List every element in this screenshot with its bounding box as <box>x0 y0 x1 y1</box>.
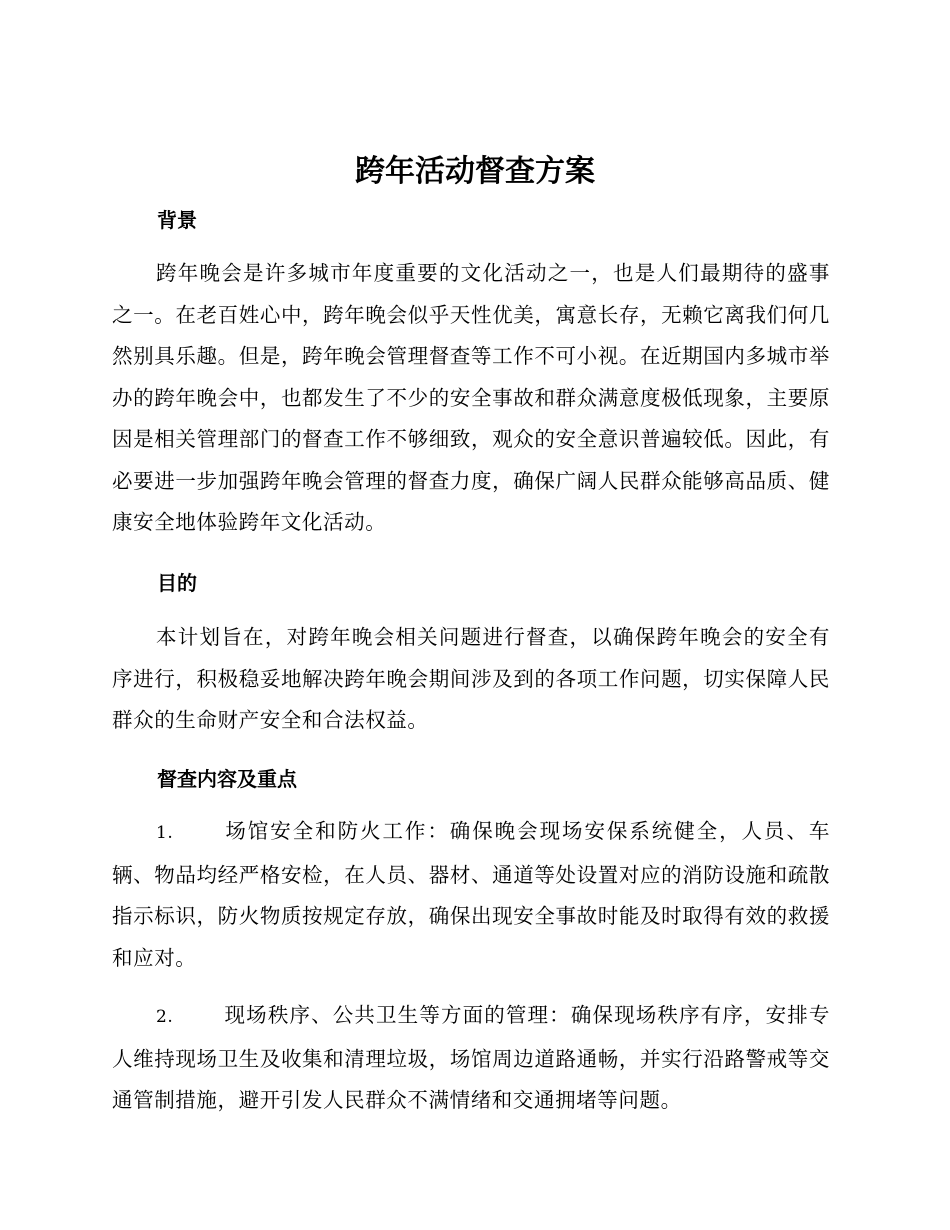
purpose-paragraph: 本计划旨在，对跨年晚会相关问题进行督查，以确保跨年晚会的安全有序进行，积极稳妥地解决跨年晚会期间涉及到的各项工作问题，切实保障人民群众的生命财产安全和合法权益。 <box>112 625 830 732</box>
section-heading-inspection-content: 督查内容及重点 <box>157 767 297 791</box>
list-item-text: 场馆安全和防火工作：确保晚会现场安保系统健全，人员、车辆、物品均经严格安检，在人员、器材、通道等处设置对应的消防设施和疏散指示标识，防火物质按规定存放，确保出现安全事故时能及时取得有效的救援和应对。 <box>112 819 830 970</box>
list-item <box>112 811 830 979</box>
section-heading-background: 背景 <box>157 208 197 232</box>
section-heading-purpose: 目的 <box>157 571 197 595</box>
list-item-number: 2. <box>156 1007 174 1027</box>
background-paragraph: 跨年晚会是许多城市年度重要的文化活动之一，也是人们最期待的盛事之一。在老百姓心中，跨年晚会似乎天性优美，寓意长存，无赖它离我们何几然别具乐趣。但是，跨年晚会管理督查等工作不可小视。在近期国内多城市举办的跨年晚会中，也都发生了不少的安全事故和群众满意度极低现象，主要原因是相关管理部门的督查工作不够细致，观众的安全意识普遍较低。因此，有必要进一步加强跨年晚会管理的督查力度，确保广阔人民群众能够高品质、健康安全地体验跨年文化活动。 <box>112 261 830 534</box>
document-title: 跨年活动督查方案 <box>355 154 595 189</box>
list-item <box>112 995 830 1122</box>
list-item-text: 现场秩序、公共卫生等方面的管理：确保现场秩序有序，安排专人维持现场卫生及收集和清理垃圾，场馆周边道路通畅，并实行沿路警戒等交通管制措施，避开引发人民群众不满情绪和交通拥堵等问题。 <box>112 1003 830 1112</box>
list-item-number: 1. <box>156 823 174 843</box>
